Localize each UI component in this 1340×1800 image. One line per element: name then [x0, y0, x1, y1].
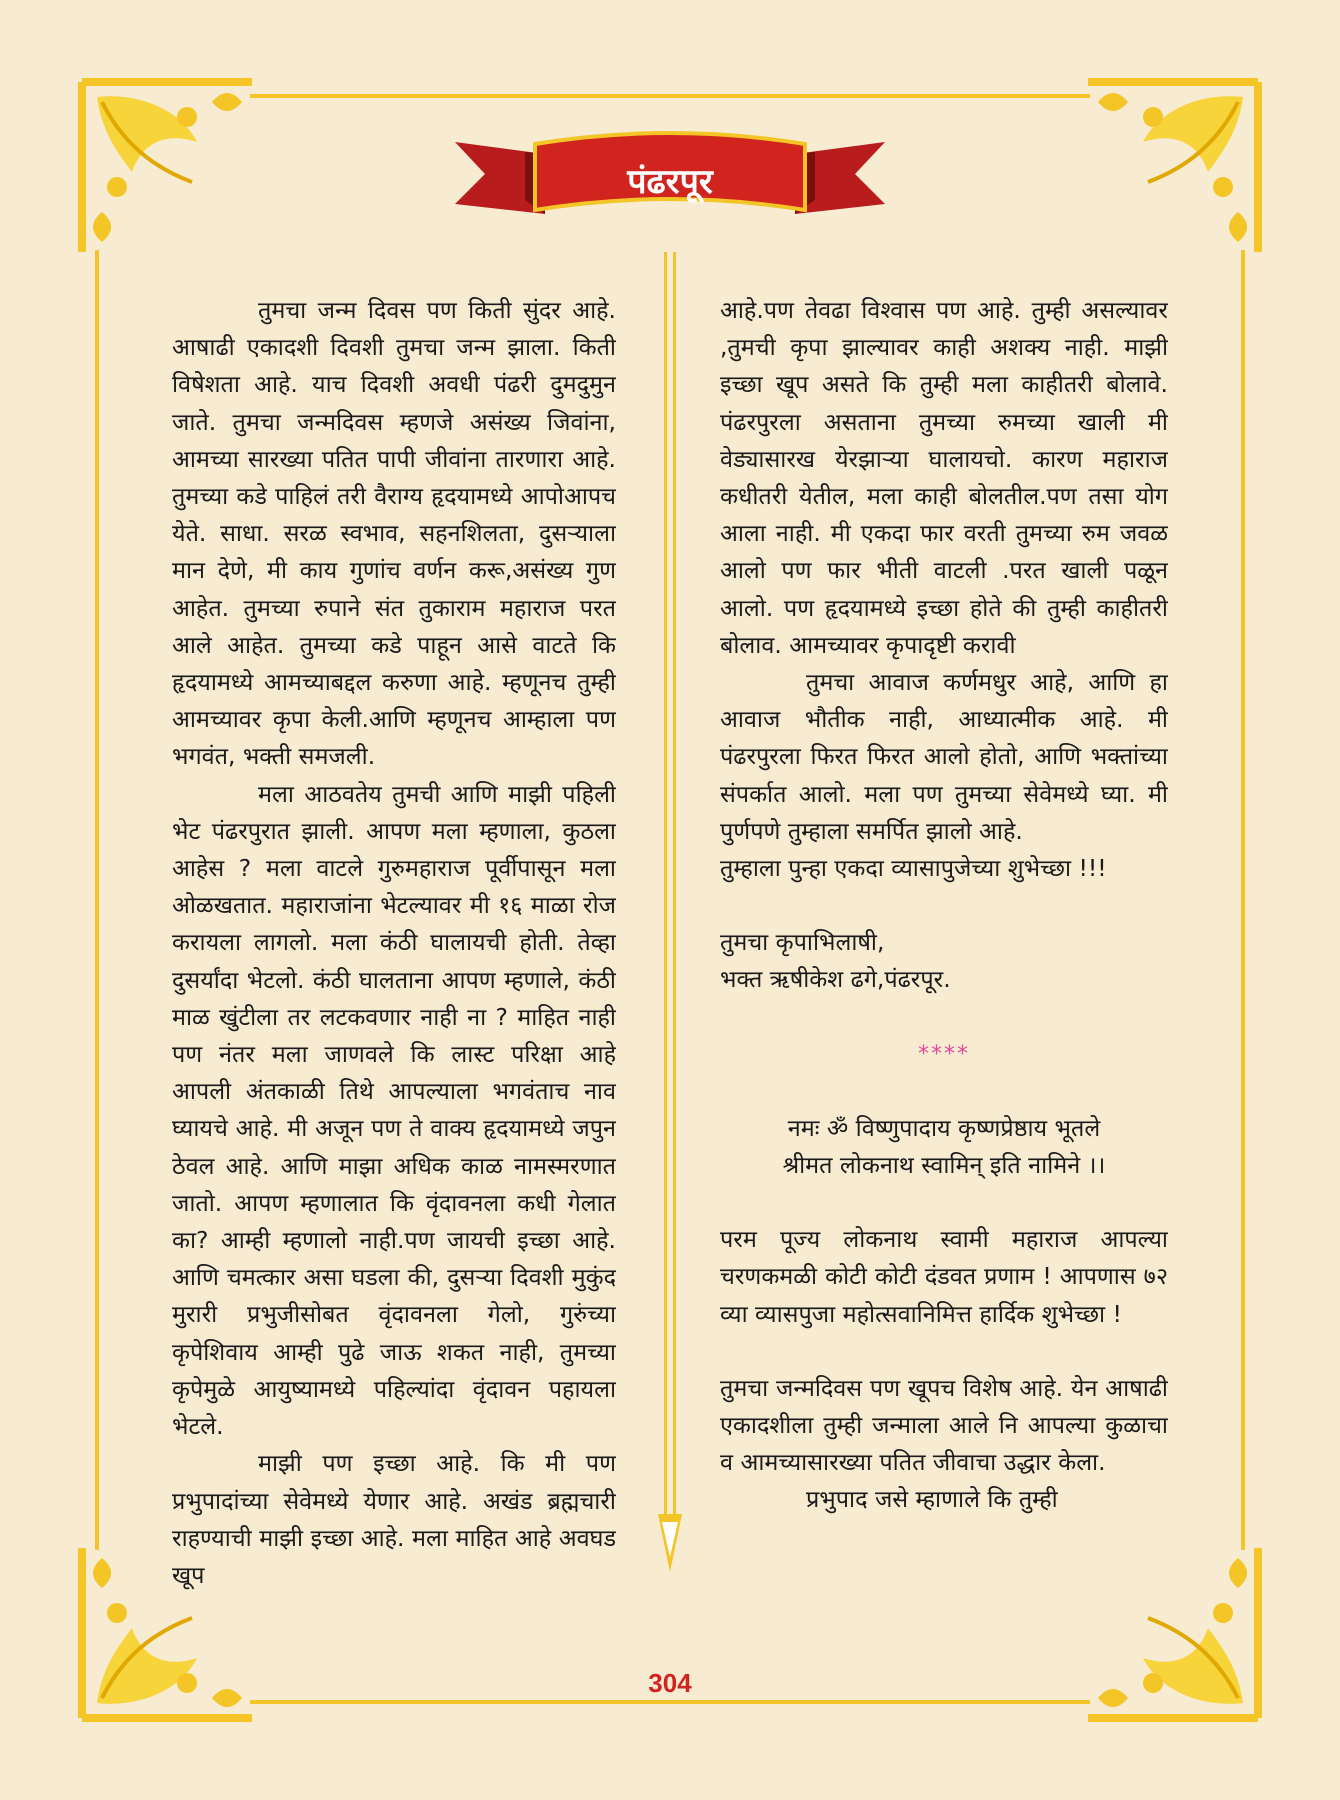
- frame-left-line: [95, 250, 99, 1550]
- page-number: 304: [648, 1668, 692, 1698]
- verse-line-2: श्रीमत लोकनाथ स्वामिन् इति नामिने ।।: [782, 1151, 1106, 1180]
- left-paragraph-3: माझी पण इच्छा आहे. कि मी पण प्रभुपादांच्या सेवेमध्ये येणार आहे. अखंड ब्रह्मचारी राहण्याची माझी इच्छा आहे. मला माहित आहे अवघड खूप: [172, 1449, 616, 1589]
- left-paragraph-2: मला आठवतेय तुमची आणि माझी पहिली भेट पंढरपुरात झाली. आपण मला म्हणाला, कुठला आहेस ? मला वाटले गुरुमहाराज पूर्वीपासून मला ओळखतात. महाराजांना भेटल्यावर मी १६ माळा रोज करायला लागलो. मला कंठी घालायची होती. तेव्हा दुसर्यांदा भेटलो. कंठी घालताना आपण म्हणाले, कंठी माळ खुंटीला तर लटकवणार नाही ना ? माहित नाही पण नंतर मला जाणवले कि लास्ट परिक्षा आहे आपली अंतकाळी तिथे आपल्याला भगवंताच नाव घ्यायचे आहे. मी अजून पण ते वाक्य हृदयामध्ये जपुन ठेवल आहे. आणि माझा अधिक काळ नामस्मरणात जातो. आपण म्हणालात कि वृंदावनला कधी गेलात का? आम्ही म्हणालो नाही.पण जायची इच्छा आहे. आणि चमत्कार असा घडला की, दुसऱ्या दिवशी मुकुंद मुरारी प्रभुजीसोबत वृंदावनला गेलो, गुरुंच्या कृपेशिवाय आम्ही पुढे जाऊ शकत नाही, तुमच्या कृपेमुळे आयुष्यामध्ये पहिल्यांदा वृंदावन पहायला भेटले.: [172, 779, 616, 1441]
- signature-line-2: भक्त ऋषीकेश ढगे,पंढरपूर.: [720, 965, 951, 994]
- verse-line-1: नमः ॐ विष्णुपादाय कृष्णप्रेष्ठाय भूतले: [787, 1113, 1101, 1142]
- left-column: [172, 292, 616, 1622]
- corner-ornament-top-right: [1078, 72, 1268, 262]
- right-column: [720, 292, 1168, 1622]
- right-paragraph-1: आहे.पण तेवढा विश्वास पण आहे. तुम्ही असल्यावर ,तुमची कृपा झाल्यावर काही अशक्य नाही. माझी इच्छा खूप असते कि तुम्ही मला काहीतरी बोलावे. पंढरपुरला असताना तुमच्या रुमच्या खाली मी वेड्यासारख येरझाऱ्या घालायचो. कारण महाराज कधीतरी येतील, मला काही बोलतील.पण तसा योग आला नाही. मी एकदा फार वरती तुमच्या रुम जवळ आलो पण फार भीती वाटली .परत खाली पळून आलो. पण हृदयामध्ये इच्छा होते की तुम्ही काहीतरी बोलाव. आमच्यावर कृपादृष्टी करावी: [720, 296, 1168, 659]
- frame-bottom-line: [250, 1700, 1090, 1704]
- column-divider: [650, 252, 690, 1592]
- section-separator-stars: ****: [918, 1041, 970, 1067]
- signature-line-1: तुमचा कृपाभिलाषी,: [720, 928, 885, 957]
- wishes-line: तुम्हाला पुन्हा एकदा व्यासापुजेच्या शुभेच्छा !!!: [720, 854, 1107, 883]
- frame-right-line: [1241, 250, 1245, 1550]
- corner-ornament-top-left: [72, 72, 262, 262]
- page-title: पंढरपूर: [627, 162, 713, 202]
- frame-top-line: [250, 94, 1090, 98]
- left-paragraph-1: तुमचा जन्म दिवस पण किती सुंदर आहे. आषाढी एकादशी दिवशी तुमचा जन्म झाला. किती विषेशता आहे. याच दिवशी अवधी पंढरी दुमदुमुन जाते. तुमचा जन्मदिवस म्हणजे असंख्य जिवांना, आमच्या सारख्या पतित पापी जीवांना तारणारा आहे. तुमच्या कडे पाहिलं तरी वैराग्य हृदयामध्ये आपोआपच येते. साधा. सरळ स्वभाव, सहनशिलता, दुसऱ्याला मान देणे, मी काय गुणांच वर्णन करू,असंख्य गुण आहेत. तुमच्या रुपाने संत तुकाराम महाराज परत आले आहेत. तुमच्या कडे पाहून आसे वाटते कि हृदयामध्ये आमच्याबद्दल करुणा आहे. म्हणूनच तुम्ही आमच्यावर कृपा केली.आणि म्हणूनच आम्हाला पण भगवंत, भक्ती समजली.: [172, 296, 616, 771]
- right-paragraph-3: परम पूज्य लोकनाथ स्वामी महाराज आपल्या चरणकमळी कोटी कोटी दंडवत प्रणाम ! आपणास ७२ व्या व्यासपुजा महोत्सवानिमित्त हार्दिक शुभेच्छा !: [720, 1225, 1168, 1328]
- right-paragraph-4: तुमचा जन्मदिवस पण खूपच विशेष आहे. येन आषाढी एकादशीला तुम्ही जन्माला आले नि आपल्या कुळाचा व आमच्यासारख्या पतित जीवाचा उद्धार केला.: [720, 1373, 1168, 1477]
- right-paragraph-5: प्रभुपाद जसे म्हाणाले कि तुम्ही: [806, 1485, 1058, 1514]
- right-paragraph-2: तुमचा आवाज कर्णमधुर आहे, आणि हा आवाज भौतीक नाही, आध्यात्मीक आहे. मी पंढरपुरला फिरत फिरत आलो होतो, आणि भक्तांच्या संपर्कात आलो. मला पण तुमच्या सेवेमध्ये घ्या. मी पुर्णपणे तुम्हाला समर्पित झालो आहे.: [720, 668, 1168, 845]
